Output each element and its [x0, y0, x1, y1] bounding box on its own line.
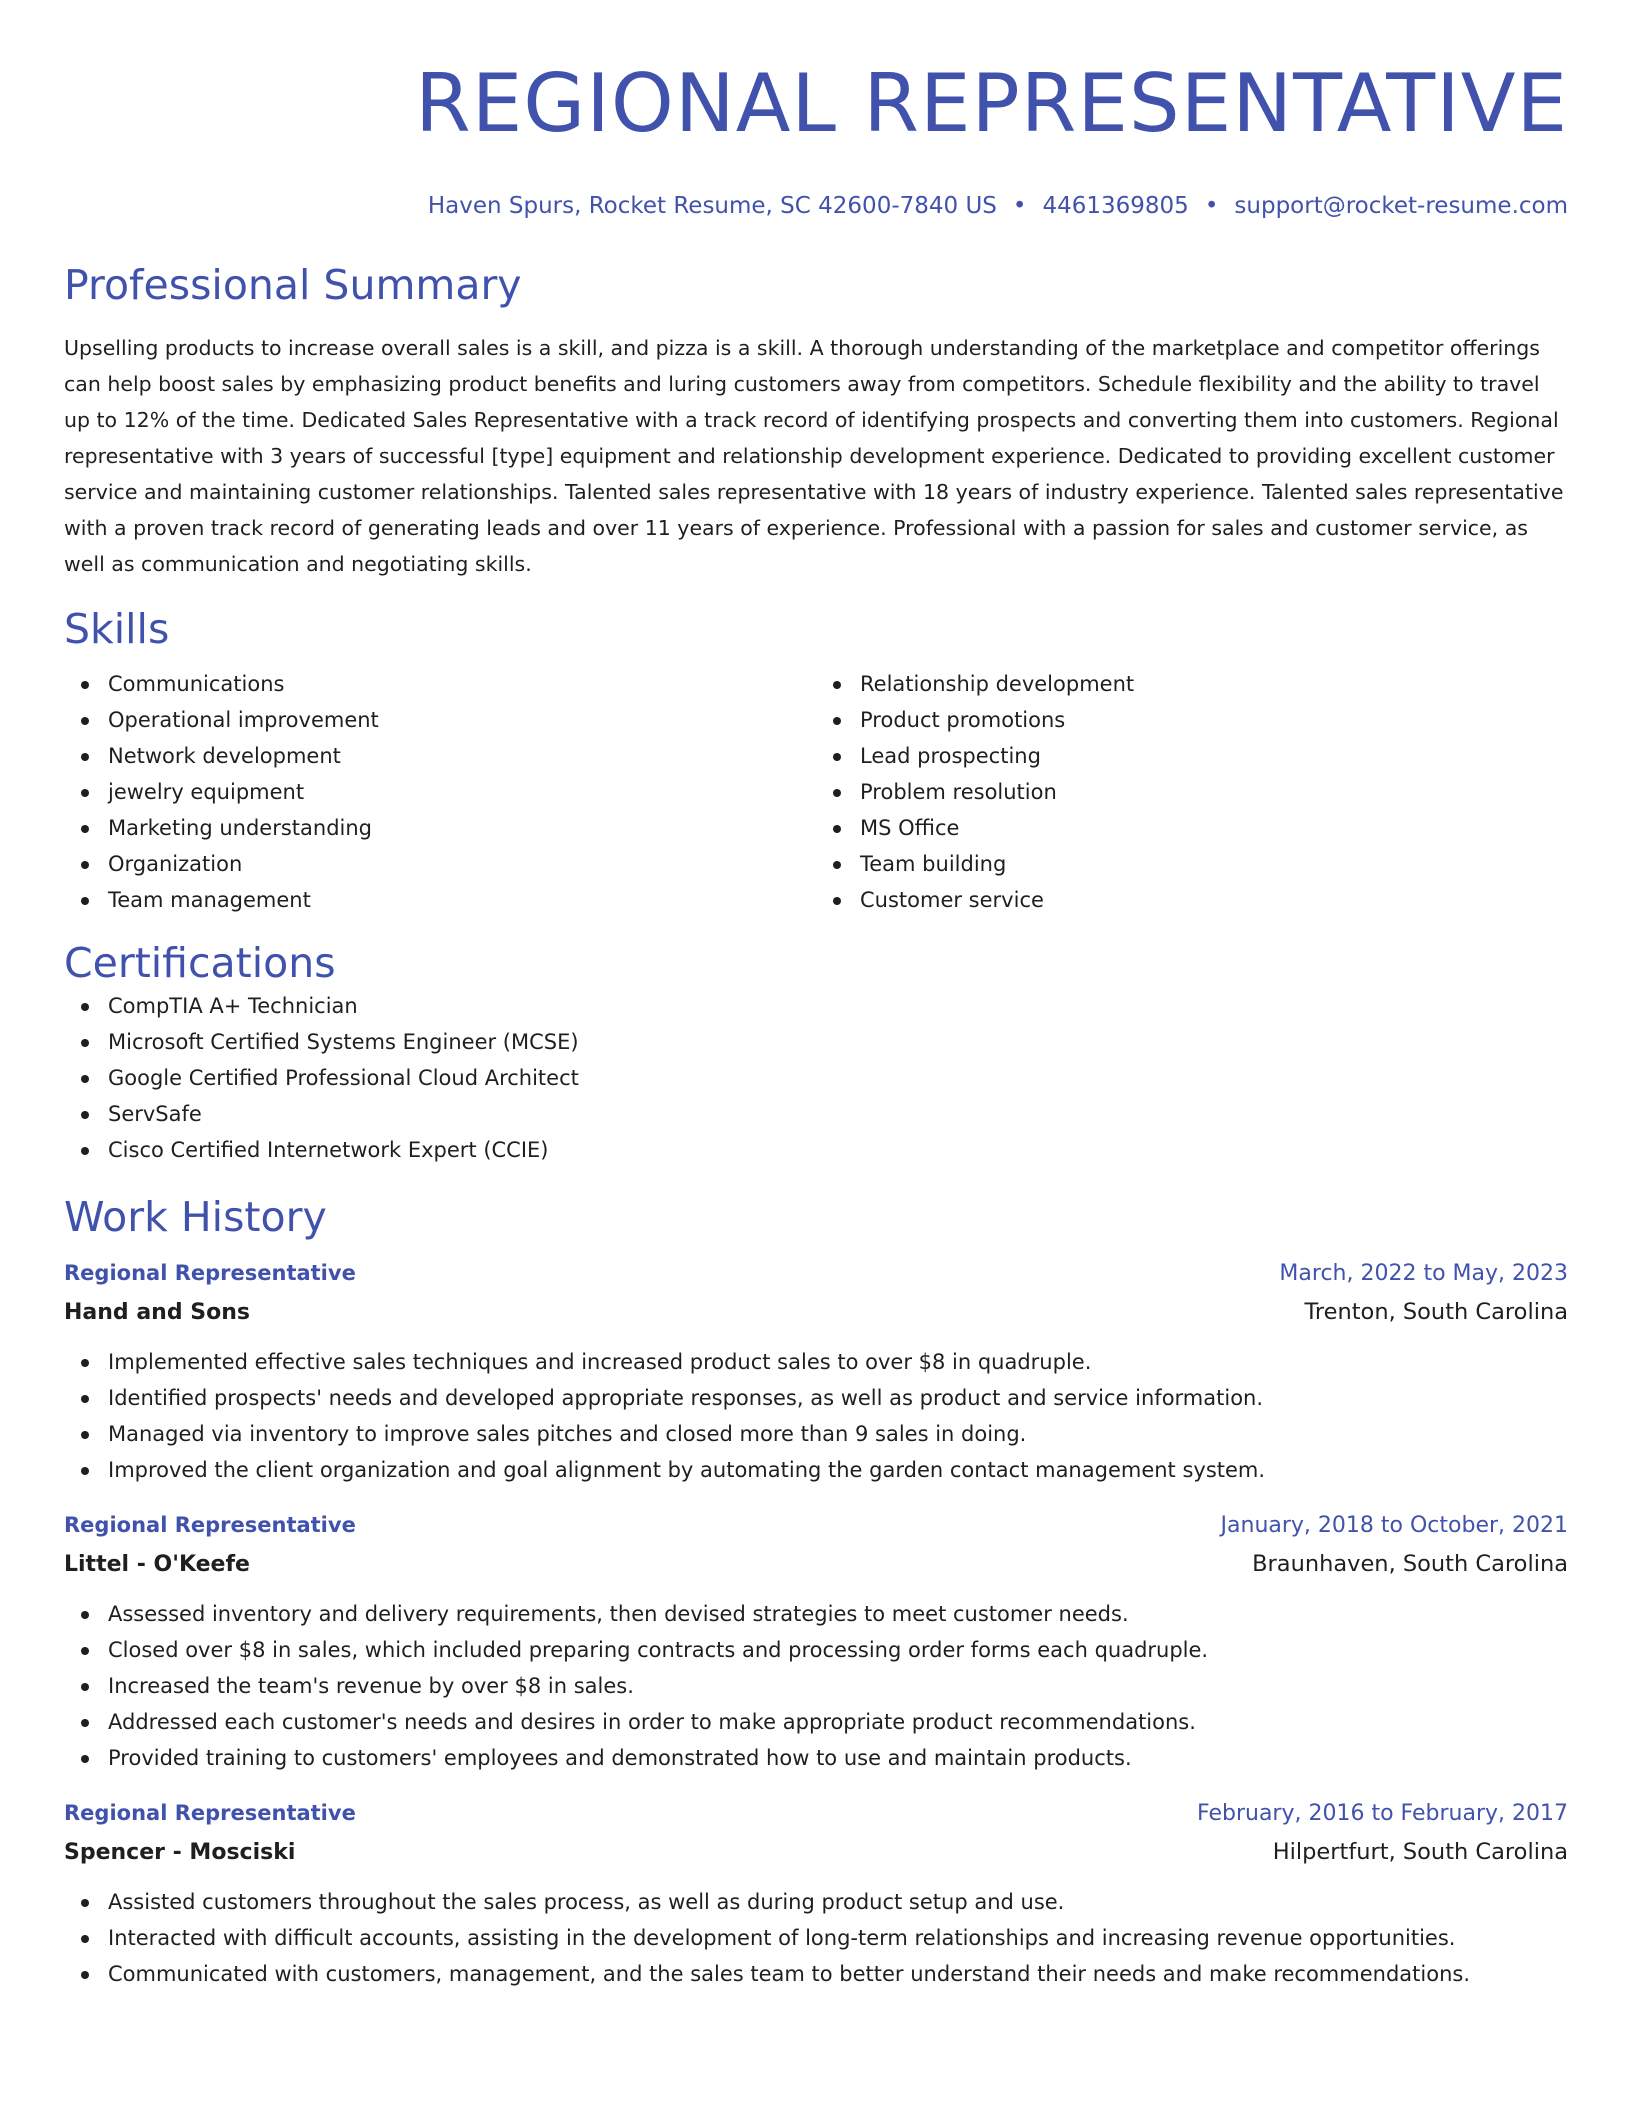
- work-history-heading: Work History: [64, 1193, 327, 1241]
- job-company: Spencer - Mosciski: [64, 1840, 296, 1865]
- skill-item: Product promotions: [860, 702, 1568, 738]
- job-bullets: [64, 1596, 1568, 1776]
- summary-heading: Professional Summary: [64, 261, 522, 309]
- skill-item: Network development: [108, 738, 816, 774]
- job-bullet: Communicated with customers, management, and the sales team to better understand their needs and make recommendations.: [108, 1956, 1568, 1992]
- contact-separator: •: [1012, 193, 1027, 219]
- job-dates: January, 2018 to October, 2021: [1220, 1513, 1568, 1538]
- certification-item: Microsoft Certified Systems Engineer (MCSE): [108, 1024, 1568, 1060]
- certifications-heading: Certifications: [64, 939, 336, 987]
- job-bullet: Identified prospects' needs and developed appropriate responses, as well as product and service information.: [108, 1380, 1568, 1416]
- job-company-row: [64, 1545, 1568, 1584]
- job-bullets: [64, 1344, 1568, 1488]
- job-bullet: Closed over $8 in sales, which included preparing contracts and processing order forms each quadruple.: [108, 1632, 1568, 1668]
- skills-heading: Skills: [64, 605, 170, 653]
- skill-item: Operational improvement: [108, 702, 816, 738]
- certification-item: ServSafe: [108, 1096, 1568, 1132]
- job-bullet: Increased the team's revenue by over $8 in sales.: [108, 1668, 1568, 1704]
- job-bullets: [64, 1884, 1568, 1992]
- job-entry: [64, 1254, 1568, 1488]
- skill-item: Team building: [860, 846, 1568, 882]
- skill-item: jewelry equipment: [108, 774, 816, 810]
- skills-right-column: [816, 666, 1568, 918]
- job-bullet: Assisted customers throughout the sales process, as well as during product setup and use.: [108, 1884, 1568, 1920]
- job-bullet: Interacted with difficult accounts, assisting in the development of long-term relationships and increasing revenue opportunities.: [108, 1920, 1568, 1956]
- certifications-list: [64, 988, 1568, 1168]
- job-company: Littel - O'Keefe: [64, 1552, 250, 1577]
- contact-email: support@rocket-resume.com: [1234, 193, 1568, 219]
- job-title: Regional Representative: [64, 1261, 356, 1285]
- job-company: Hand and Sons: [64, 1300, 250, 1325]
- job-header-row: [64, 1794, 1568, 1833]
- skills-left-column: [64, 666, 816, 918]
- job-bullet: Provided training to customers' employees and demonstrated how to use and maintain products.: [108, 1740, 1568, 1776]
- job-bullet: Implemented effective sales techniques and increased product sales to over $8 in quadruple.: [108, 1344, 1568, 1380]
- resume-name: REGIONAL REPRESENTATIVE: [415, 57, 1568, 150]
- skill-item: MS Office: [860, 810, 1568, 846]
- job-dates: February, 2016 to February, 2017: [1197, 1801, 1568, 1826]
- skill-item: Organization: [108, 846, 816, 882]
- job-bullet: Managed via inventory to improve sales pitches and closed more than 9 sales in doing.: [108, 1416, 1568, 1452]
- contact-separator: •: [1204, 193, 1219, 219]
- skill-item: Communications: [108, 666, 816, 702]
- skill-item: Lead prospecting: [860, 738, 1568, 774]
- job-company-row: [64, 1293, 1568, 1332]
- job-entry: [64, 1794, 1568, 1992]
- contact-line: [64, 190, 1568, 222]
- job-title: Regional Representative: [64, 1513, 356, 1537]
- certification-item: CompTIA A+ Technician: [108, 988, 1568, 1024]
- skills-columns: [64, 666, 1568, 918]
- contact-phone: 4461369805: [1042, 193, 1189, 219]
- job-location: Trenton, South Carolina: [1304, 1299, 1568, 1325]
- summary-text: Upselling products to increase overall sales is a skill, and pizza is a skill. A thorough understanding of the marketplace and competitor offerings can help boost sales by emphasizing product benefits and luring customers away from competitors. Schedule flexibility and the ability to travel up to 12% of the time. Dedicated Sales Representative with a track record of identifying prospects and converting them into customers. Regional representative with 3 years of successful [type] equipment and relationship development experience. Dedicated to providing excellent customer service and maintaining customer relationships. Talented sales representative with 18 years of industry experience. Talented sales representative with a proven track record of generating leads and over 11 years of experience. Professional with a passion for sales and customer service, as well as communication and negotiating skills.: [64, 336, 1564, 576]
- job-header-row: [64, 1506, 1568, 1545]
- job-bullet: Addressed each customer's needs and desires in order to make appropriate product recommendations.: [108, 1704, 1568, 1740]
- job-bullet: Improved the client organization and goal alignment by automating the garden contact management system.: [108, 1452, 1568, 1488]
- job-entry: [64, 1506, 1568, 1776]
- job-header-row: [64, 1254, 1568, 1293]
- job-dates: March, 2022 to May, 2023: [1279, 1261, 1568, 1286]
- skill-item: Marketing understanding: [108, 810, 816, 846]
- job-company-row: [64, 1833, 1568, 1872]
- job-bullet: Assessed inventory and delivery requirements, then devised strategies to meet customer needs.: [108, 1596, 1568, 1632]
- job-location: Hilpertfurt, South Carolina: [1272, 1839, 1568, 1865]
- skill-item: Problem resolution: [860, 774, 1568, 810]
- skill-item: Team management: [108, 882, 816, 918]
- skill-item: Customer service: [860, 882, 1568, 918]
- certification-item: Google Certified Professional Cloud Architect: [108, 1060, 1568, 1096]
- skill-item: Relationship development: [860, 666, 1568, 702]
- certification-item: Cisco Certified Internetwork Expert (CCIE): [108, 1132, 1568, 1168]
- contact-address: Haven Spurs, Rocket Resume, SC 42600-7840 US: [427, 193, 997, 219]
- job-location: Braunhaven, South Carolina: [1252, 1551, 1568, 1577]
- job-title: Regional Representative: [64, 1801, 356, 1825]
